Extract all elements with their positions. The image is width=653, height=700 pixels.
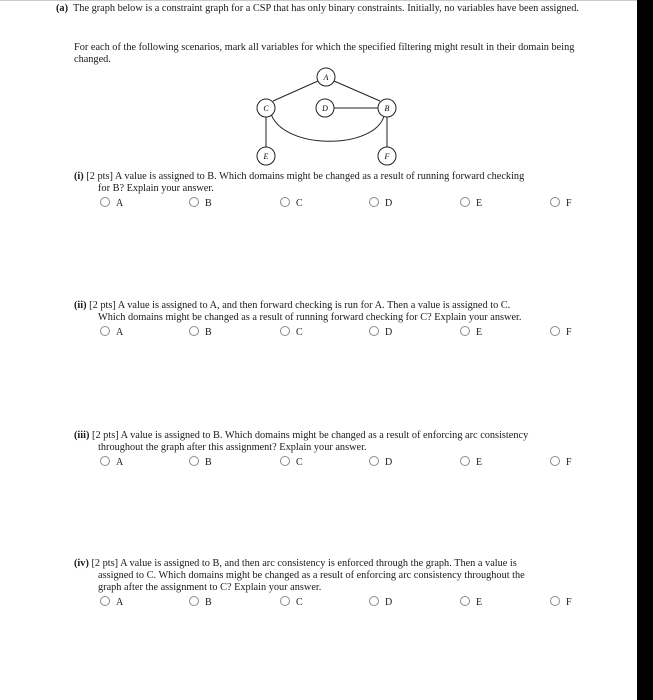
node-A — [317, 68, 335, 86]
part-text: The graph below is a constraint graph for a CSP that has only binary constraints. Initially, no variables have been assigned. — [73, 3, 579, 14]
radio-icon[interactable] — [460, 326, 470, 336]
question-i — [74, 171, 584, 195]
radio-icon[interactable] — [189, 456, 199, 466]
radio-icon[interactable] — [189, 326, 199, 336]
radio-icon[interactable] — [550, 456, 560, 466]
option-C[interactable]: C — [280, 197, 303, 209]
option-C[interactable]: C — [280, 456, 303, 468]
radio-icon[interactable] — [369, 456, 379, 466]
node-A-label: A — [323, 73, 329, 82]
question-text-line2: assigned to C. Which domains might be changed as a result of enforcing arc consistency throughout the — [98, 570, 525, 581]
radio-icon[interactable] — [550, 197, 560, 207]
option-E[interactable]: E — [460, 326, 482, 338]
radio-icon[interactable] — [100, 197, 110, 207]
option-D[interactable]: D — [369, 596, 392, 608]
radio-icon[interactable] — [460, 456, 470, 466]
option-C[interactable]: C — [280, 596, 303, 608]
option-B[interactable]: B — [189, 197, 212, 209]
radio-icon[interactable] — [550, 596, 560, 606]
radio-icon[interactable] — [460, 197, 470, 207]
option-B[interactable]: B — [189, 326, 212, 338]
option-E[interactable]: E — [460, 197, 482, 209]
option-A[interactable]: A — [100, 456, 123, 468]
radio-icon[interactable] — [280, 326, 290, 336]
node-E — [257, 147, 275, 165]
edge-C-A — [273, 81, 318, 101]
option-F[interactable]: F — [550, 596, 572, 608]
node-C — [257, 99, 275, 117]
radio-icon[interactable] — [100, 596, 110, 606]
question-text-line1: A value is assigned to A, and then forward checking is run for A. Then a value is assigned to C. — [117, 300, 511, 311]
radio-icon[interactable] — [100, 326, 110, 336]
question-number: (iv) — [74, 558, 89, 569]
option-F[interactable]: F — [550, 326, 572, 338]
option-E[interactable]: E — [460, 596, 482, 608]
option-A[interactable]: A — [100, 197, 123, 209]
question-text-line3: graph after the assignment to C? Explain your answer. — [98, 582, 322, 593]
option-E[interactable]: E — [460, 456, 482, 468]
radio-icon[interactable] — [280, 596, 290, 606]
question-points: [2 pts] — [91, 558, 119, 569]
option-A[interactable]: A — [100, 596, 123, 608]
question-points: [2 pts] — [86, 171, 113, 182]
question-text-line2: throughout the graph after this assignment? Explain your answer. — [98, 442, 367, 453]
edge-A-B — [334, 81, 380, 101]
node-B-label: B — [384, 104, 390, 113]
part-instruction: For each of the following scenarios, mark all variables for which the specified filtering might result in their domain being changed. — [74, 42, 575, 65]
node-F — [378, 147, 396, 165]
radio-icon[interactable] — [369, 326, 379, 336]
node-D-label: D — [322, 104, 328, 113]
part-label: (a) — [56, 3, 69, 14]
option-F[interactable]: F — [550, 197, 572, 209]
option-D[interactable]: D — [369, 456, 392, 468]
option-F[interactable]: F — [550, 456, 572, 468]
node-D — [316, 99, 334, 117]
question-number: (iii) — [74, 430, 90, 441]
node-E-label: E — [263, 152, 269, 161]
question-text-line1: A value is assigned to B. Which domains might be changed as a result of running forward checking — [114, 171, 525, 182]
option-B[interactable]: B — [189, 456, 212, 468]
question-points: [2 pts] — [89, 300, 116, 311]
option-B[interactable]: B — [189, 596, 212, 608]
question-text-line2: Which domains might be changed as a result of running forward checking for C? Explain your answer. — [98, 312, 522, 323]
edge-C-B — [271, 114, 384, 141]
node-F-label: F — [384, 152, 390, 161]
option-D[interactable]: D — [369, 197, 392, 209]
radio-icon[interactable] — [369, 596, 379, 606]
question-ii — [74, 300, 584, 324]
option-C[interactable]: C — [280, 326, 303, 338]
question-iv — [74, 558, 584, 594]
radio-icon[interactable] — [550, 326, 560, 336]
question-number: (i) — [74, 171, 84, 182]
option-D[interactable]: D — [369, 326, 392, 338]
question-points: [2 pts] — [92, 430, 119, 441]
question-text-line2: for B? Explain your answer. — [98, 183, 214, 194]
question-iii — [74, 430, 584, 454]
radio-icon[interactable] — [189, 197, 199, 207]
option-A[interactable]: A — [100, 326, 123, 338]
radio-icon[interactable] — [189, 596, 199, 606]
radio-icon[interactable] — [100, 456, 110, 466]
radio-icon[interactable] — [280, 456, 290, 466]
node-C-label: C — [263, 104, 269, 113]
radio-icon[interactable] — [369, 197, 379, 207]
radio-icon[interactable] — [280, 197, 290, 207]
radio-icon[interactable] — [460, 596, 470, 606]
question-number: (ii) — [74, 300, 87, 311]
question-text-line1: A value is assigned to B, and then arc consistency is enforced through the graph. Then a value is — [120, 558, 517, 569]
question-text-line1: A value is assigned to B. Which domains might be changed as a result of enforcing arc consistency — [120, 430, 529, 441]
node-B — [378, 99, 396, 117]
